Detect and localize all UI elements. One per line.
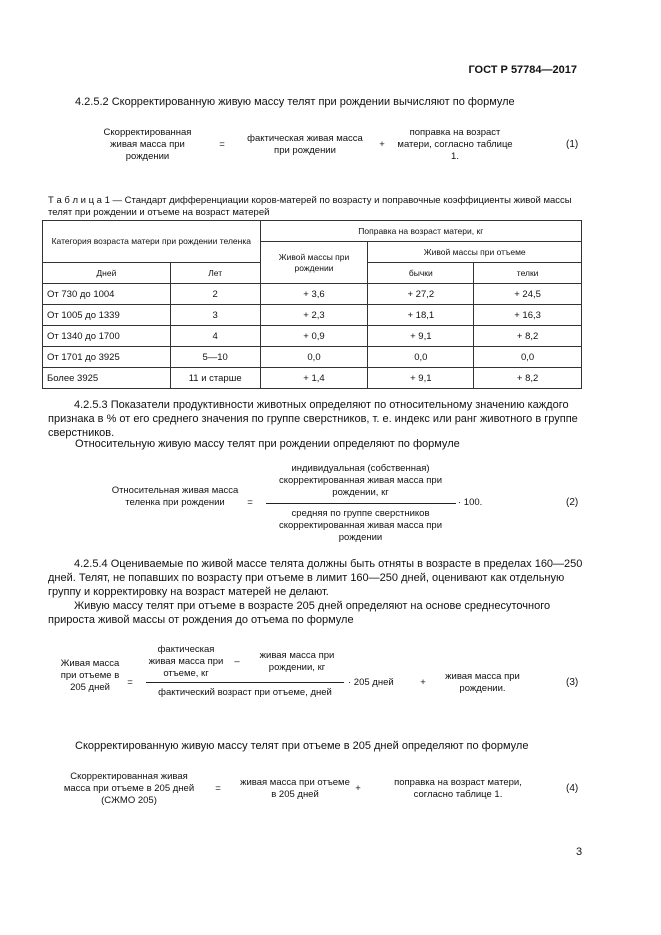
formula-4-middle: живая масса при отъеме в 205 дней (240, 777, 350, 800)
formula-1-equals: = (219, 139, 225, 150)
table-row (43, 326, 582, 347)
paragraph-corrected-weaning: Скорректированную живую массу телят при отъеме в 205 дней определяют по формуле (75, 740, 529, 752)
cell-birth: + 1,4 (260, 368, 368, 389)
cell-bulls: + 27,2 (368, 284, 474, 305)
th-days: Дней (43, 263, 171, 284)
th-category: Категория возраста матери при рождении теленка (43, 221, 261, 263)
th-years: Лет (170, 263, 260, 284)
formula-3-equals: = (127, 677, 133, 688)
formula-3-number: (3) (566, 677, 579, 688)
cell-birth: + 2,3 (260, 305, 368, 326)
formula-4-number: (4) (566, 783, 579, 794)
formula-4-right: поправка на возраст матери, согласно таблице 1. (394, 777, 522, 800)
cell-years: 3 (170, 305, 260, 326)
paragraph-4-2-5-2: 4.2.5.2 Скорректированную живую массу телят при рождении вычисляют по формуле (75, 96, 515, 108)
cell-years: 2 (170, 284, 260, 305)
th-bulls: бычки (368, 263, 474, 284)
table-1-caption: Т а б л и ц а 1 — Стандарт дифференциации коров-матерей по возрасту и поправочные коэффициенты живой массы телят при рождении и отъеме на возраст матерей (48, 195, 572, 218)
cell-bulls: + 9,1 (368, 368, 474, 389)
paragraph-relative-mass: Относительную живую массу телят при рождении определяют по формуле (75, 438, 460, 450)
cell-bulls: + 18,1 (368, 305, 474, 326)
paragraph-4-2-5-3: 4.2.5.3 Показатели продуктивности животных определяют по относительному значению каждого признака в % от его среднего значения по группе сверстников, т. е. индекс или ранг животного в группе сверстников. (48, 399, 578, 439)
table-row (43, 284, 582, 305)
formula-3-numerator-b: живая масса при рождении, кг (259, 650, 335, 673)
cell-heifers: + 24,5 (474, 284, 582, 305)
cell-years: 11 и старше (170, 368, 260, 389)
cell-days: От 1701 до 3925 (43, 347, 171, 368)
cell-days: От 1340 до 1700 (43, 326, 171, 347)
standard-number: ГОСТ Р 57784—2017 (468, 64, 577, 76)
formula-2-number: (2) (566, 497, 579, 508)
formula-3-minus: – (234, 656, 240, 667)
th-weaning: Живой массы при отъеме (368, 242, 582, 263)
cell-days: Более 3925 (43, 368, 171, 389)
cell-years: 4 (170, 326, 260, 347)
cell-birth: + 3,6 (260, 284, 368, 305)
th-correction: Поправка на возраст матери, кг (260, 221, 581, 242)
formula-2-fraction-line (266, 503, 456, 504)
formula-2-numerator: индивидуальная (собственная) скорректированная живая масса при рождении, кг (278, 463, 443, 498)
formula-3-factor: · 205 дней (348, 677, 394, 688)
cell-heifers: 0,0 (474, 347, 582, 368)
table-row (43, 347, 582, 368)
formula-3-plus: + (420, 677, 426, 688)
page-number: 3 (576, 846, 583, 858)
cell-heifers: + 16,3 (474, 305, 582, 326)
cell-days: От 1005 до 1339 (43, 305, 171, 326)
th-birth: Живой массы при рождении (260, 242, 368, 284)
formula-1-middle: фактическая живая масса при рождении (247, 133, 363, 156)
formula-1-left: Скорректированная живая масса при рождении (103, 127, 192, 162)
formula-4-equals: = (215, 783, 221, 794)
cell-days: От 730 до 1004 (43, 284, 171, 305)
cell-years: 5—10 (170, 347, 260, 368)
cell-birth: 0,0 (260, 347, 368, 368)
formula-3-right: живая масса при рождении. (445, 671, 520, 694)
formula-1-right: поправка на возраст матери, согласно таблице 1. (397, 127, 513, 162)
cell-birth: + 0,9 (260, 326, 368, 347)
formula-3-numerator-a: фактическая живая масса при отъеме, кг (148, 644, 224, 679)
cell-heifers: + 8,2 (474, 368, 582, 389)
paragraph-4-2-5-4: 4.2.5.4 Оцениваемые по живой массе телята должны быть отняты в возрасте в пределах 160—250 дней. Телят, не попавших по возрасту при отъеме в лимит 160—250 дней, оценивают как отдельную группу и корректировку на возраст матерей не делают. (48, 558, 583, 598)
formula-1-plus: + (379, 139, 385, 150)
formula-4-left: Скорректированная живая масса при отъеме в 205 дней (СЖМО 205) (63, 771, 195, 806)
formula-3-denominator: фактический возраст при отъеме, дней (158, 687, 332, 698)
table-row (43, 305, 582, 326)
formula-1-number: (1) (566, 139, 579, 150)
formula-2-denominator: средняя по группе сверстников скорректированная живая масса при рождении (278, 508, 443, 543)
cell-bulls: + 9,1 (368, 326, 474, 347)
formula-2-equals: = (247, 497, 253, 508)
table-row (43, 368, 582, 389)
table-1 (42, 220, 582, 389)
cell-heifers: + 8,2 (474, 326, 582, 347)
formula-4-plus: + (355, 783, 361, 794)
formula-2-factor: · 100. (458, 497, 483, 508)
paragraph-weaning-mass: Живую массу телят при отъеме в возрасте 205 дней определяют на основе среднесуточного прироста живой массы от рождения до отъема по формуле (48, 600, 551, 626)
formula-3-fraction-line (146, 682, 344, 683)
formula-3-left: Живая масса при отъеме в 205 дней (60, 658, 120, 693)
th-heifers: телки (474, 263, 582, 284)
cell-bulls: 0,0 (368, 347, 474, 368)
formula-2-left: Относительная живая масса теленка при рождении (111, 485, 239, 508)
